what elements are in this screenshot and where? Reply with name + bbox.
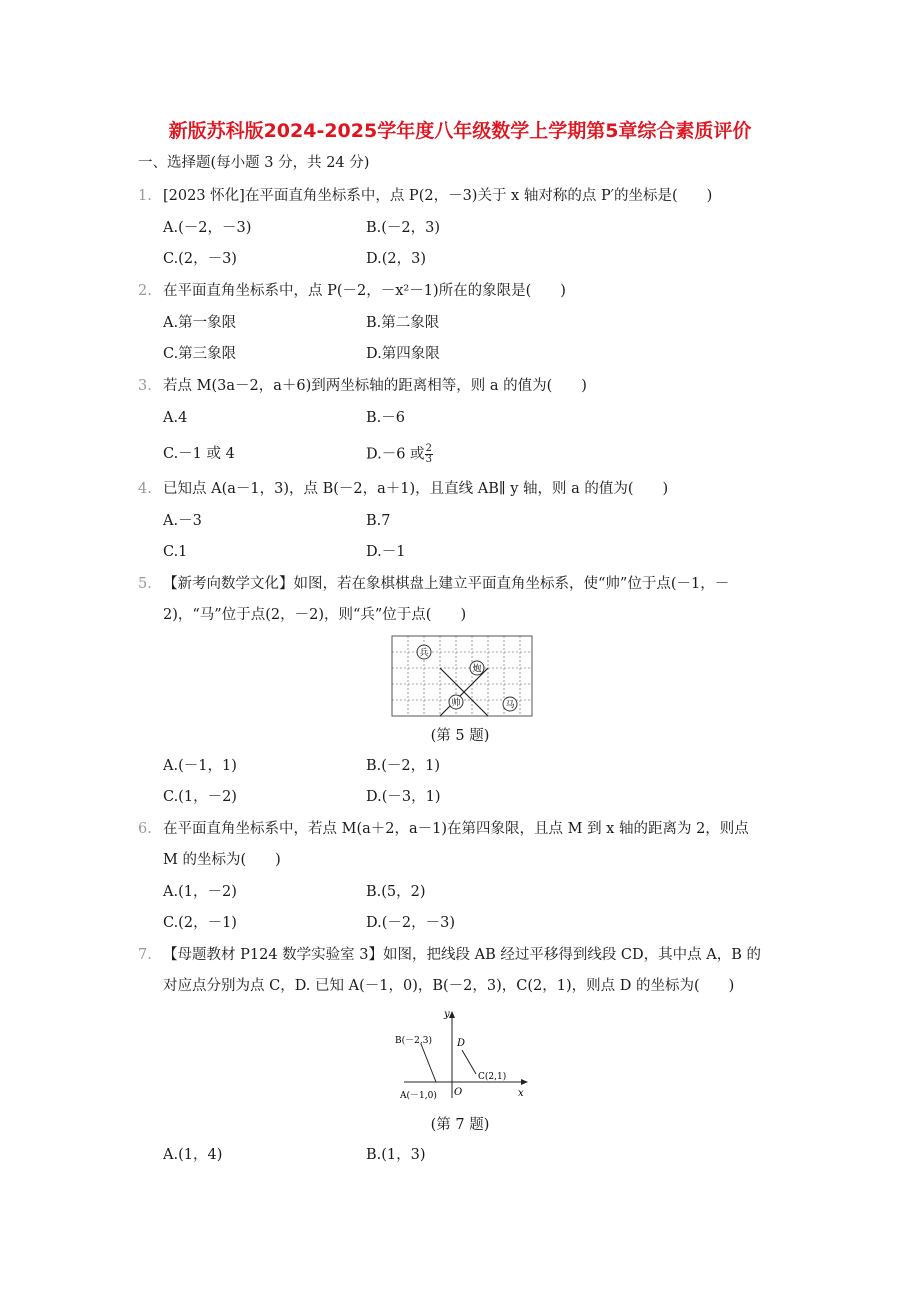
option-c[interactable]: C.(1，－2) bbox=[163, 789, 237, 805]
option-c[interactable]: C.(2，－1) bbox=[163, 915, 237, 931]
option-a[interactable]: A.(1，4) bbox=[163, 1147, 223, 1163]
point-d-label: D bbox=[457, 1038, 466, 1049]
option-b[interactable]: B.7 bbox=[366, 513, 391, 529]
option-b[interactable]: B.(5，2) bbox=[366, 884, 426, 900]
question-stem-cont: 对应点分别为点 C，D. 已知 A(－1，0)，B(－2，3)，C(2，1)，则点 D 的坐标为( ) bbox=[163, 978, 735, 994]
question-stem: 在平面直角坐标系中，点 P(－2，－x²－1)所在的象限是( ) bbox=[163, 283, 566, 299]
fraction-denominator: 3 bbox=[425, 454, 432, 465]
figure-caption: (第 5 题) bbox=[430, 728, 490, 744]
fraction bbox=[425, 444, 433, 465]
piece-label: 炮 bbox=[472, 664, 482, 675]
piece-label: 马 bbox=[505, 700, 515, 711]
option-d[interactable]: D.(2，3) bbox=[366, 251, 426, 267]
option-a[interactable]: A.(1，－2) bbox=[163, 884, 237, 900]
option-b[interactable]: B.－6 bbox=[366, 410, 405, 426]
chessboard-figure bbox=[380, 630, 540, 718]
question-stem: 已知点 A(a－1，3)，点 B(－2，a＋1)，且直线 AB∥ y 轴，则 a 的值为( ) bbox=[163, 481, 669, 497]
option-d[interactable]: D.－1 bbox=[366, 544, 406, 560]
question-stem: 【母题教材 P124 数学实验室 3】如图，把线段 AB 经过平移得到线段 CD，其中点 A，B 的 bbox=[163, 947, 762, 963]
point-c-label: C(2,1) bbox=[478, 1072, 507, 1082]
question-number: 3. bbox=[138, 378, 152, 394]
option-d[interactable]: D.(－3，1) bbox=[366, 789, 441, 805]
option-d[interactable]: D.第四象限 bbox=[366, 346, 440, 362]
origin-label: O bbox=[454, 1087, 463, 1098]
fraction-numerator: 2 bbox=[425, 443, 432, 454]
page-title: 新版苏科版2024-2025学年度八年级数学上学期第5章综合素质评价 bbox=[168, 120, 752, 142]
question-number: 7. bbox=[138, 947, 152, 963]
option-c[interactable]: C.1 bbox=[163, 544, 188, 560]
question-stem: 若点 M(3a－2，a＋6)到两坐标轴的距离相等，则 a 的值为( ) bbox=[163, 378, 587, 394]
piece-bing bbox=[417, 645, 431, 659]
option-a[interactable]: A.(－2，－3) bbox=[163, 220, 252, 236]
option-c[interactable]: C.第三象限 bbox=[163, 346, 237, 362]
coordinate-figure bbox=[390, 1008, 535, 1102]
point-a-label: A(－1,0) bbox=[400, 1091, 437, 1101]
option-a[interactable]: A.第一象限 bbox=[163, 315, 237, 331]
y-axis-label: y bbox=[444, 1009, 450, 1020]
question-number: 5. bbox=[138, 576, 152, 592]
piece-label: 兵 bbox=[419, 648, 429, 659]
option-c[interactable]: C.(2，－3) bbox=[163, 251, 237, 267]
option-c[interactable]: C.－1 或 4 bbox=[163, 446, 235, 462]
option-d-text: D.－6 或 bbox=[366, 446, 425, 463]
option-a[interactable]: A.－3 bbox=[163, 513, 202, 529]
option-b[interactable]: B.(－2，1) bbox=[366, 758, 441, 774]
question-stem: 【新考向数学文化】如图，若在象棋棋盘上建立平面直角坐标系，使“帅”位于点(－1，－ bbox=[163, 576, 730, 592]
question-stem-cont: M 的坐标为( ) bbox=[163, 852, 281, 868]
question-number: 4. bbox=[138, 481, 152, 497]
question-stem-cont: 2)，“马”位于点(2，－2)，则“兵”位于点( ) bbox=[163, 607, 467, 623]
question-number: 6. bbox=[138, 821, 152, 837]
option-d[interactable] bbox=[366, 444, 433, 465]
figure-caption: (第 7 题) bbox=[430, 1117, 490, 1133]
x-axis-label: x bbox=[518, 1088, 524, 1099]
option-d[interactable]: D.(－2，－3) bbox=[366, 915, 455, 931]
piece-ma bbox=[503, 697, 517, 711]
option-b[interactable]: B.第二象限 bbox=[366, 315, 440, 331]
piece-shuai bbox=[449, 695, 463, 709]
option-b[interactable]: B.(－2，3) bbox=[366, 220, 441, 236]
piece-pao bbox=[470, 661, 484, 675]
question-stem: [2023 怀化]在平面直角坐标系中，点 P(2，－3)关于 x 轴对称的点 P′的坐标是( ) bbox=[163, 188, 713, 204]
option-a[interactable]: A.4 bbox=[163, 410, 188, 426]
question-stem: 在平面直角坐标系中，若点 M(a＋2，a－1)在第四象限，且点 M 到 x 轴的距离为 2，则点 bbox=[163, 821, 749, 837]
option-b[interactable]: B.(1，3) bbox=[366, 1147, 426, 1163]
question-number: 1. bbox=[138, 188, 152, 204]
point-b-label: B(－2,3) bbox=[395, 1036, 432, 1046]
section-heading: 一、选择题(每小题 3 分，共 24 分) bbox=[138, 155, 370, 171]
piece-label: 帅 bbox=[451, 698, 461, 709]
option-a[interactable]: A.(－1，1) bbox=[163, 758, 237, 774]
question-number: 2. bbox=[138, 283, 152, 299]
